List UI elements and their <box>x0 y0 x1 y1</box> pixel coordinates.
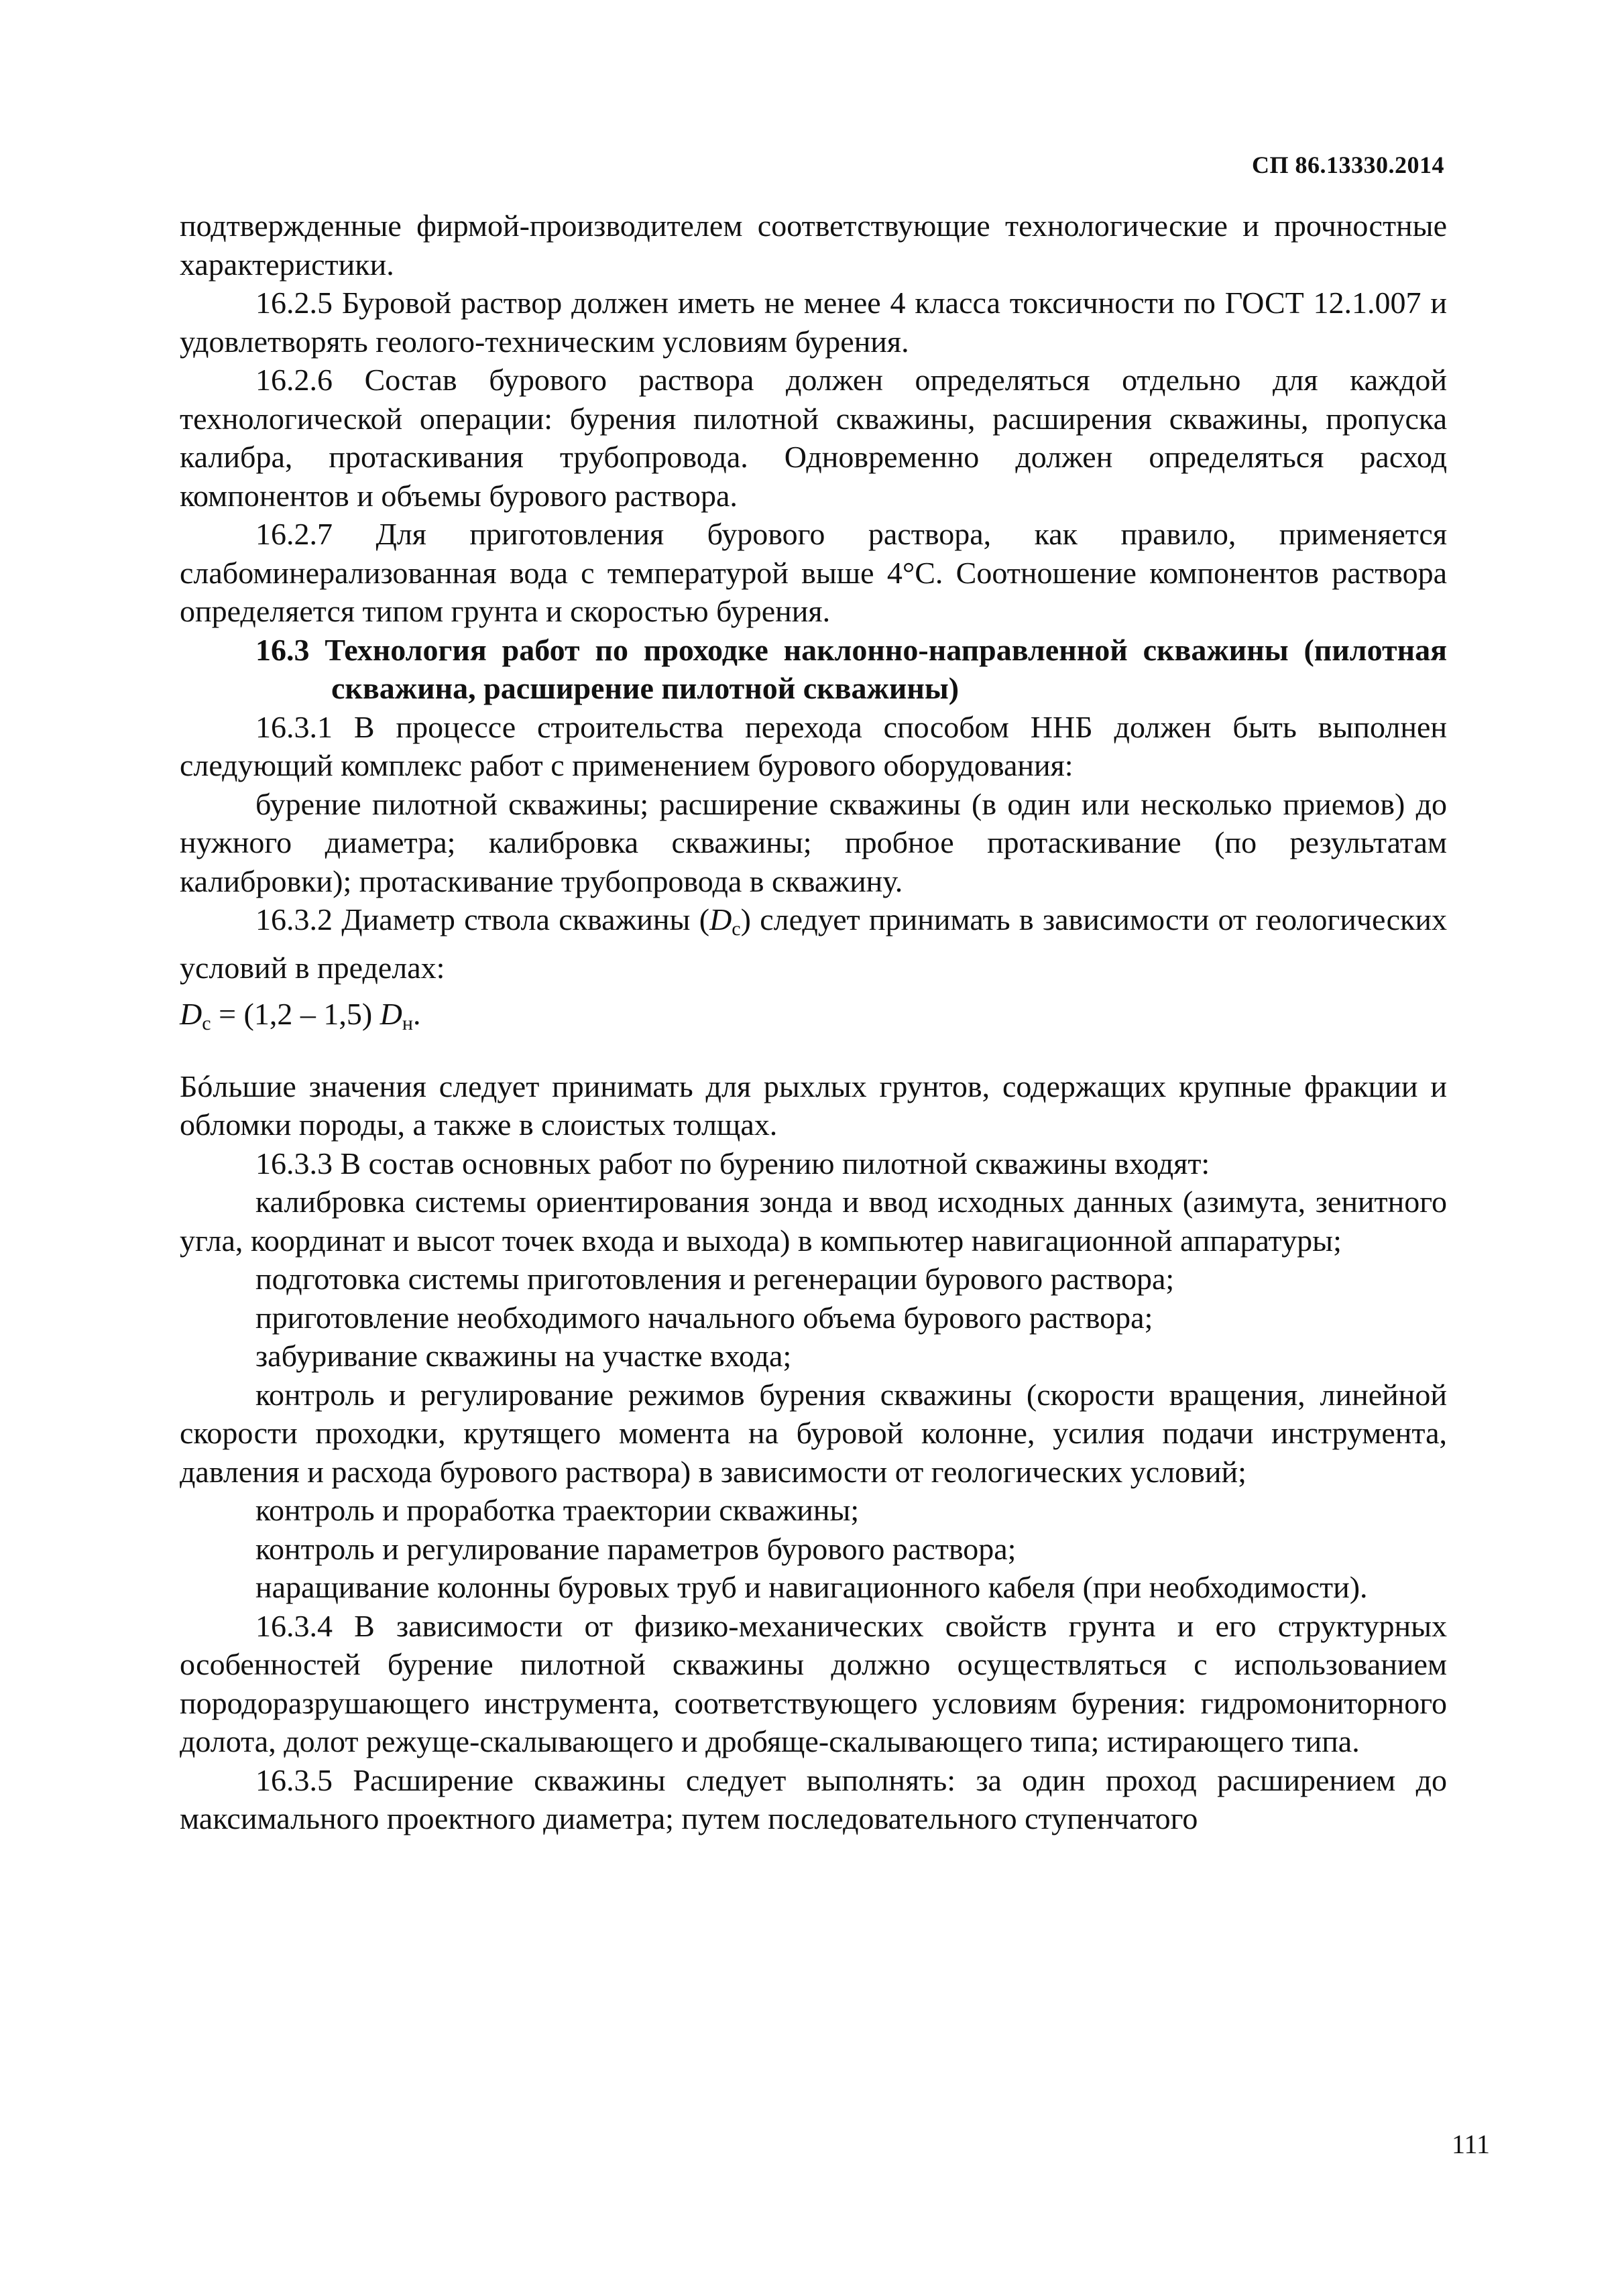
symbol-subscript: с <box>732 918 741 940</box>
formula-lhs-subscript: с <box>202 1012 211 1034</box>
formula-middle: = (1,2 – 1,5) <box>211 997 380 1031</box>
paragraph-16-3-3: 16.3.3 В состав основных работ по бурению пилотной скважины входят: <box>255 1146 1210 1181</box>
list-item: контроль и регулирование параметров бурового раствора; <box>255 1531 1017 1566</box>
list-item: забуривание скважины на участке входа; <box>255 1339 792 1373</box>
list-item: приготовление необходимого начального объема бурового раствора; <box>255 1300 1153 1335</box>
formula-lhs-symbol: D <box>180 997 202 1031</box>
list-item: калибровка системы ориентирования зонда и ввод исходных данных (азимута, зенитного угла, координат и высот точек входа и выхода) в компьютер навигационной аппаратуры; <box>180 1185 1447 1258</box>
symbol-d: D <box>709 902 732 936</box>
paragraph-16-3-1: 16.3.1 В процессе строительства перехода способом ННБ должен быть выполнен следующий комплекс работ с применением бурового оборудования: <box>180 709 1447 782</box>
document-code-header: СП 86.13330.2014 <box>1252 152 1444 178</box>
paragraph-16-2-7: 16.2.7 Для приготовления бурового раствора, как правило, применяется слабоминерализованная вода с температурой выше 4°С. Соотношение компонентов раствора определяется типом грунта и скоростью бурения. <box>180 517 1447 628</box>
list-item: контроль и регулирование режимов бурения скважины (скорости вращения, линейной скорости проходки, крутящего момента на буровой колонне, усилия подачи инструмента, давления и расхода бурового раствора) в зависимости от геологических условий; <box>180 1377 1447 1489</box>
formula-rhs-symbol: D <box>380 997 402 1031</box>
diameter-formula <box>180 987 1447 1067</box>
paragraph-list-of-works: бурение пилотной скважины; расширение скважины (в один или несколько приемов) до нужного диаметра; калибровка скважины; пробное протаскивание (по результатам калибровки); протаскивание трубопровода в скважину. <box>180 786 1447 898</box>
list-item: наращивание колонны буровых труб и навигационного кабеля (при необходимости). <box>255 1570 1368 1604</box>
paragraph-16-2-6: 16.2.6 Состав бурового раствора должен определяться отдельно для каждой технологической операции: бурения пилотной скважины, расширения скважины, пропуска калибра, протаскивания трубопровода. Одновременно должен определяться расход компонентов и объемы бурового раствора. <box>180 363 1447 513</box>
paragraph-16-3-5: 16.3.5 Расширение скважины следует выполнять: за один проход расширением до максимального проектного диаметра; путем последовательного ступенчатого <box>180 1762 1447 1835</box>
paragraph-16-2-5: 16.2.5 Буровой раствор должен иметь не менее 4 класса токсичности по ГОСТ 12.1.007 и удовлетворять геолого-техническим условиям бурения. <box>180 286 1447 359</box>
paragraph-16-3-4: 16.3.4 В зависимости от физико-механических свойств грунта и его структурных особенностей бурение пилотной скважины должно осуществляться с использованием породоразрушающего инструмента, соответствующего условиям бурения: гидромониторного долота, долот режуще-скалывающего и дробяще-скалывающего типа; истирающего типа. <box>180 1608 1447 1758</box>
formula-rhs-subscript: н <box>402 1012 413 1034</box>
document-body <box>180 206 1447 1838</box>
page-number: 111 <box>1451 2129 1490 2159</box>
list-item: подготовка системы приготовления и регенерации бурового раствора; <box>255 1262 1175 1296</box>
section-heading-16-3: 16.3 Технология работ по проходке наклонно-направленной скважины (пилотная скважина, расширение пилотной скважины) <box>255 632 1447 705</box>
paragraph-16-3-2-text-end: ) следует принимать в зависимости от геологических условий в пределах: <box>180 902 1447 985</box>
paragraph-16-3-2 <box>180 900 1447 987</box>
list-item: контроль и проработка траектории скважины; <box>255 1493 860 1527</box>
formula-end: . <box>412 997 421 1031</box>
paragraph-16-3-2-text-start: 16.3.2 Диаметр ствола скважины ( <box>255 902 710 936</box>
paragraph-larger-values: Бóльшие значения следует принимать для рыхлых грунтов, содержащих крупные фракции и обломки породы, а также в слоистых толщах. <box>180 1069 1447 1142</box>
paragraph: подтвержденные фирмой-производителем соответствующие технологические и прочностные характеристики. <box>180 208 1447 282</box>
